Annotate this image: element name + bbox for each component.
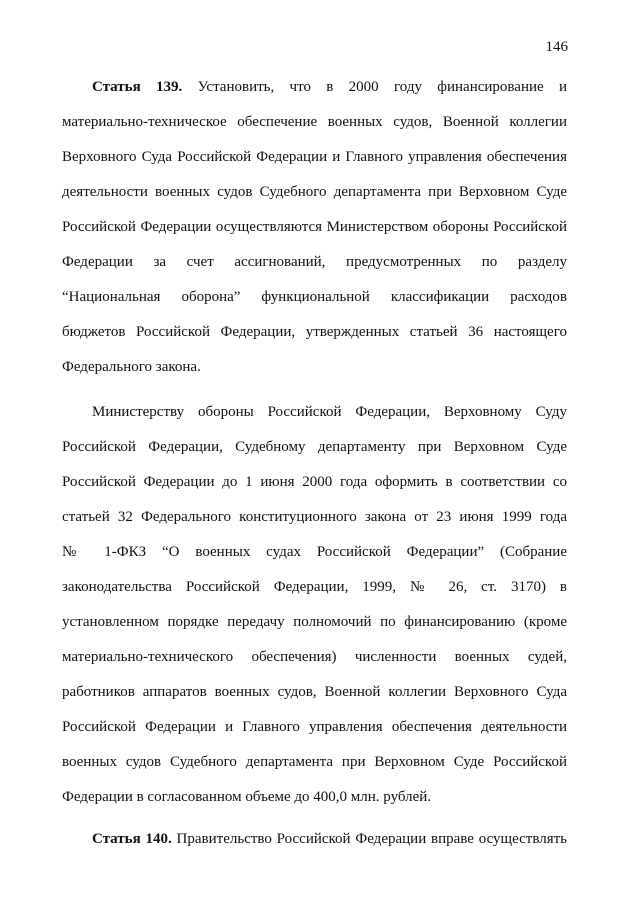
paragraph-2-line-8: материально-технического обеспечения) численности военных судей, (62, 649, 567, 665)
page-number: 146 (545, 39, 568, 55)
paragraph-2-line-9: работников аппаратов военных судов, Военной коллегии Верховного Суда (62, 684, 567, 700)
article-140-line-1: Правительство Российской Федерации вправе осуществлять (176, 831, 567, 847)
paragraph-2-line-12: Федерации в согласованном объеме до 400,0 млн. рублей. (62, 789, 432, 805)
article-139-line-4: деятельности военных судов Судебного департамента при Верховном Суде (62, 184, 567, 200)
paragraph-2-line-6: законодательства Российской Федерации, 1999, № 26, ст. 3170) в (62, 579, 567, 595)
paragraph-2-line-2: Российской Федерации, Судебному департаменту при Верховном Суде (62, 439, 567, 455)
paragraph-2-line-1: Министерству обороны Российской Федерации, Верховному Суду (92, 404, 567, 420)
article-139-line-8: бюджетов Российской Федерации, утвержденных статьей 36 настоящего (62, 324, 567, 340)
paragraph-2-line-3: Российской Федерации до 1 июня 2000 года оформить в соответствии со (62, 474, 567, 490)
paragraph-2-line-4: статьей 32 Федерального конституционного закона от 23 июня 1999 года (62, 509, 567, 525)
paragraph-2 (62, 395, 567, 815)
article-139-line-2: материально-техническое обеспечение военных судов, Военной коллегии (62, 114, 567, 130)
article-140-heading: Статья 140. (92, 831, 172, 847)
article-139-heading: Статья 139. (92, 79, 183, 95)
article-139-line-6: Федерации за счет ассигнований, предусмотренных по разделу (62, 254, 567, 270)
article-139 (62, 70, 567, 385)
article-139-line-1: Установить, что в 2000 году финансирование и (197, 79, 567, 95)
article-140 (62, 822, 567, 857)
article-139-line-9: Федерального закона. (62, 359, 201, 375)
article-140-first-line (62, 822, 567, 857)
paragraph-2-line-7: установленном порядке передачу полномочий по финансированию (кроме (62, 614, 567, 630)
paragraph-2-line-11: военных судов Судебного департамента при Верховном Суде Российской (62, 754, 567, 770)
article-139-line-7: “Национальная оборона” функциональной классификации расходов (62, 289, 567, 305)
article-139-first-line (62, 70, 567, 105)
paragraph-2-line-5: № 1-ФКЗ “О военных судах Российской Федерации” (Собрание (62, 544, 567, 560)
article-139-line-3: Верховного Суда Российской Федерации и Главного управления обеспечения (62, 149, 567, 165)
article-139-line-5: Российской Федерации осуществляются Министерством обороны Российской (62, 219, 567, 235)
paragraph-2-line-10: Российской Федерации и Главного управления обеспечения деятельности (62, 719, 567, 735)
